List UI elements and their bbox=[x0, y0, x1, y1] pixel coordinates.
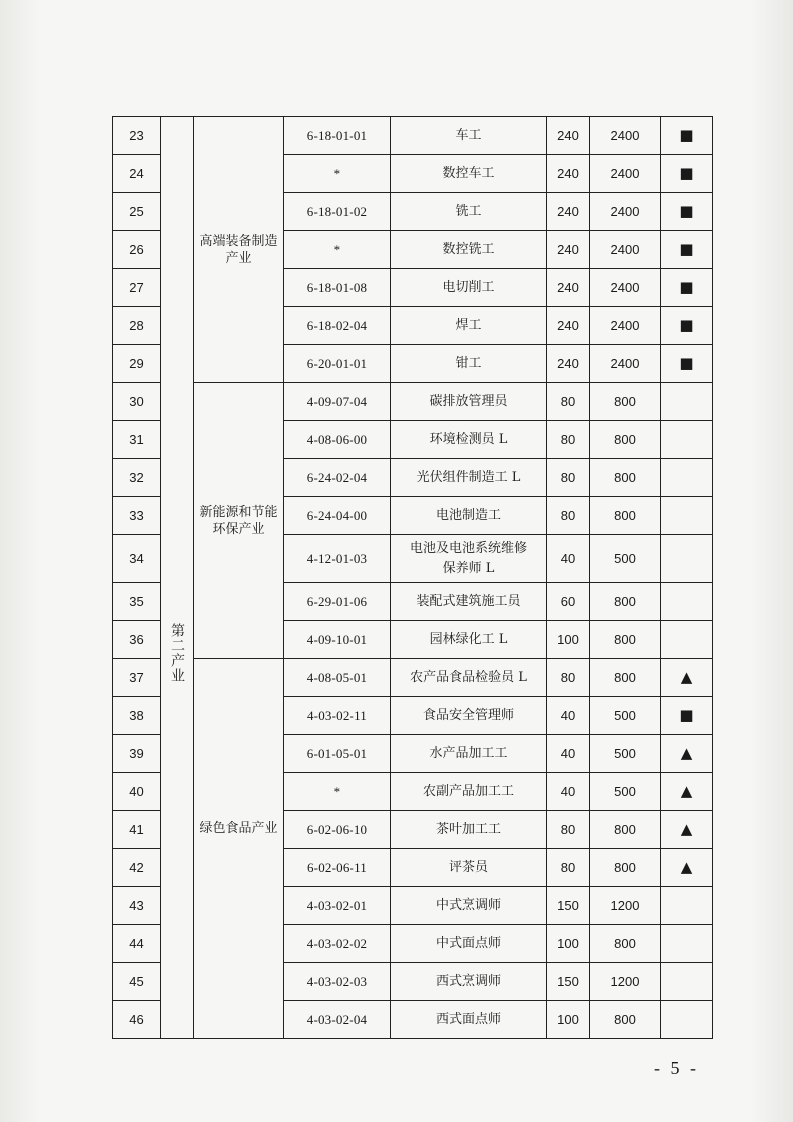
training-hours: 240 bbox=[547, 193, 590, 231]
table-row bbox=[113, 383, 713, 421]
total-hours: 800 bbox=[590, 621, 661, 659]
row-number: 28 bbox=[113, 307, 161, 345]
row-number: 35 bbox=[113, 583, 161, 621]
occupation-name: 钳工 bbox=[391, 345, 547, 383]
row-number: 38 bbox=[113, 697, 161, 735]
table-row bbox=[113, 117, 713, 155]
occupation-code: * bbox=[284, 231, 391, 269]
total-hours: 500 bbox=[590, 735, 661, 773]
row-number: 29 bbox=[113, 345, 161, 383]
training-hours: 150 bbox=[547, 887, 590, 925]
status-mark: ■ bbox=[661, 269, 713, 307]
status-mark: ▲ bbox=[661, 849, 713, 887]
occupation-code: 4-03-02-01 bbox=[284, 887, 391, 925]
occupation-code: 6-20-01-01 bbox=[284, 345, 391, 383]
training-hours: 40 bbox=[547, 735, 590, 773]
occupation-code: 6-02-06-11 bbox=[284, 849, 391, 887]
occupation-code: 4-12-01-03 bbox=[284, 535, 391, 583]
occupation-code: 6-29-01-06 bbox=[284, 583, 391, 621]
status-mark: ■ bbox=[661, 155, 713, 193]
total-hours: 800 bbox=[590, 383, 661, 421]
occupation-name: 焊工 bbox=[391, 307, 547, 345]
occupation-name: 电切削工 bbox=[391, 269, 547, 307]
occupation-table bbox=[112, 116, 713, 1039]
row-number: 34 bbox=[113, 535, 161, 583]
status-mark: ■ bbox=[661, 231, 713, 269]
total-hours: 800 bbox=[590, 583, 661, 621]
status-mark: ▲ bbox=[661, 659, 713, 697]
occupation-code: 6-18-01-02 bbox=[284, 193, 391, 231]
occupation-code: 6-18-02-04 bbox=[284, 307, 391, 345]
occupation-name: 光伏组件制造工 L bbox=[391, 459, 547, 497]
total-hours: 800 bbox=[590, 1001, 661, 1039]
total-hours: 2400 bbox=[590, 155, 661, 193]
occupation-code: 4-03-02-11 bbox=[284, 697, 391, 735]
row-number: 45 bbox=[113, 963, 161, 1001]
occupation-name: 水产品加工工 bbox=[391, 735, 547, 773]
training-hours: 240 bbox=[547, 345, 590, 383]
total-hours: 800 bbox=[590, 421, 661, 459]
occupation-code: 6-24-02-04 bbox=[284, 459, 391, 497]
occupation-name: 西式烹调师 bbox=[391, 963, 547, 1001]
status-mark: ▲ bbox=[661, 811, 713, 849]
status-mark bbox=[661, 459, 713, 497]
status-mark: ▲ bbox=[661, 773, 713, 811]
row-number: 31 bbox=[113, 421, 161, 459]
occupation-code: 6-18-01-01 bbox=[284, 117, 391, 155]
row-number: 36 bbox=[113, 621, 161, 659]
total-hours: 800 bbox=[590, 497, 661, 535]
total-hours: 2400 bbox=[590, 345, 661, 383]
occupation-name: 铣工 bbox=[391, 193, 547, 231]
row-number: 32 bbox=[113, 459, 161, 497]
occupation-code: 4-03-02-04 bbox=[284, 1001, 391, 1039]
occupation-code: 4-03-02-02 bbox=[284, 925, 391, 963]
status-mark: ■ bbox=[661, 193, 713, 231]
total-hours: 2400 bbox=[590, 117, 661, 155]
training-hours: 240 bbox=[547, 155, 590, 193]
occupation-name: 电池及电池系统维修保养师 L bbox=[391, 535, 547, 583]
occupation-name: 电池制造工 bbox=[391, 497, 547, 535]
row-number: 33 bbox=[113, 497, 161, 535]
total-hours: 800 bbox=[590, 459, 661, 497]
total-hours: 1200 bbox=[590, 963, 661, 1001]
row-number: 27 bbox=[113, 269, 161, 307]
training-hours: 100 bbox=[547, 925, 590, 963]
row-number: 23 bbox=[113, 117, 161, 155]
occupation-code: 4-08-05-01 bbox=[284, 659, 391, 697]
row-number: 46 bbox=[113, 1001, 161, 1039]
row-number: 25 bbox=[113, 193, 161, 231]
status-mark bbox=[661, 887, 713, 925]
total-hours: 2400 bbox=[590, 193, 661, 231]
occupation-name: 数控铣工 bbox=[391, 231, 547, 269]
row-number: 42 bbox=[113, 849, 161, 887]
row-number: 39 bbox=[113, 735, 161, 773]
training-hours: 80 bbox=[547, 421, 590, 459]
occupation-name: 食品安全管理师 bbox=[391, 697, 547, 735]
total-hours: 800 bbox=[590, 849, 661, 887]
occupation-name: 园林绿化工 L bbox=[391, 621, 547, 659]
status-mark bbox=[661, 925, 713, 963]
row-number: 40 bbox=[113, 773, 161, 811]
total-hours: 2400 bbox=[590, 231, 661, 269]
status-mark bbox=[661, 421, 713, 459]
status-mark: ■ bbox=[661, 697, 713, 735]
occupation-name: 茶叶加工工 bbox=[391, 811, 547, 849]
training-hours: 100 bbox=[547, 621, 590, 659]
training-hours: 40 bbox=[547, 535, 590, 583]
training-hours: 80 bbox=[547, 459, 590, 497]
occupation-code: 6-01-05-01 bbox=[284, 735, 391, 773]
occupation-name: 中式面点师 bbox=[391, 925, 547, 963]
occupation-name: 碳排放管理员 bbox=[391, 383, 547, 421]
occupation-code: 6-24-04-00 bbox=[284, 497, 391, 535]
row-number: 43 bbox=[113, 887, 161, 925]
training-hours: 100 bbox=[547, 1001, 590, 1039]
status-mark bbox=[661, 583, 713, 621]
total-hours: 800 bbox=[590, 659, 661, 697]
category-cell: 高端装备制造产业 bbox=[194, 117, 284, 383]
training-hours: 240 bbox=[547, 269, 590, 307]
occupation-code: 4-08-06-00 bbox=[284, 421, 391, 459]
occupation-name: 农产品食品检验员 L bbox=[391, 659, 547, 697]
training-hours: 60 bbox=[547, 583, 590, 621]
status-mark: ■ bbox=[661, 345, 713, 383]
row-number: 26 bbox=[113, 231, 161, 269]
table-body bbox=[113, 117, 713, 1039]
training-hours: 80 bbox=[547, 497, 590, 535]
total-hours: 500 bbox=[590, 773, 661, 811]
page-number: - 5 - bbox=[654, 1058, 699, 1078]
status-mark: ▲ bbox=[661, 735, 713, 773]
status-mark bbox=[661, 383, 713, 421]
row-number: 44 bbox=[113, 925, 161, 963]
training-hours: 150 bbox=[547, 963, 590, 1001]
occupation-name: 装配式建筑施工员 bbox=[391, 583, 547, 621]
occupation-name: 数控车工 bbox=[391, 155, 547, 193]
training-hours: 80 bbox=[547, 383, 590, 421]
total-hours: 800 bbox=[590, 925, 661, 963]
occupation-code: 4-03-02-03 bbox=[284, 963, 391, 1001]
status-mark: ■ bbox=[661, 307, 713, 345]
occupation-name: 农副产品加工工 bbox=[391, 773, 547, 811]
training-hours: 80 bbox=[547, 659, 590, 697]
occupation-name: 中式烹调师 bbox=[391, 887, 547, 925]
total-hours: 2400 bbox=[590, 269, 661, 307]
training-hours: 40 bbox=[547, 773, 590, 811]
training-hours: 240 bbox=[547, 307, 590, 345]
occupation-code: * bbox=[284, 773, 391, 811]
occupation-name: 西式面点师 bbox=[391, 1001, 547, 1039]
row-number: 24 bbox=[113, 155, 161, 193]
training-hours: 240 bbox=[547, 231, 590, 269]
total-hours: 2400 bbox=[590, 307, 661, 345]
table-row bbox=[113, 659, 713, 697]
row-number: 30 bbox=[113, 383, 161, 421]
training-hours: 80 bbox=[547, 849, 590, 887]
status-mark bbox=[661, 1001, 713, 1039]
occupation-code: * bbox=[284, 155, 391, 193]
industry-label: 第二产业 bbox=[169, 622, 185, 683]
training-hours: 240 bbox=[547, 117, 590, 155]
status-mark: ■ bbox=[661, 117, 713, 155]
total-hours: 800 bbox=[590, 811, 661, 849]
category-cell: 新能源和节能环保产业 bbox=[194, 383, 284, 659]
occupation-name: 车工 bbox=[391, 117, 547, 155]
occupation-name: 环境检测员 L bbox=[391, 421, 547, 459]
status-mark bbox=[661, 963, 713, 1001]
industry-cell bbox=[161, 117, 194, 1039]
total-hours: 500 bbox=[590, 697, 661, 735]
status-mark bbox=[661, 535, 713, 583]
training-hours: 80 bbox=[547, 811, 590, 849]
row-number: 37 bbox=[113, 659, 161, 697]
total-hours: 1200 bbox=[590, 887, 661, 925]
occupation-name: 评茶员 bbox=[391, 849, 547, 887]
occupation-code: 6-02-06-10 bbox=[284, 811, 391, 849]
status-mark bbox=[661, 497, 713, 535]
status-mark bbox=[661, 621, 713, 659]
total-hours: 500 bbox=[590, 535, 661, 583]
occupation-code: 4-09-10-01 bbox=[284, 621, 391, 659]
category-cell: 绿色食品产业 bbox=[194, 659, 284, 1039]
training-hours: 40 bbox=[547, 697, 590, 735]
row-number: 41 bbox=[113, 811, 161, 849]
occupation-code: 4-09-07-04 bbox=[284, 383, 391, 421]
occupation-code: 6-18-01-08 bbox=[284, 269, 391, 307]
